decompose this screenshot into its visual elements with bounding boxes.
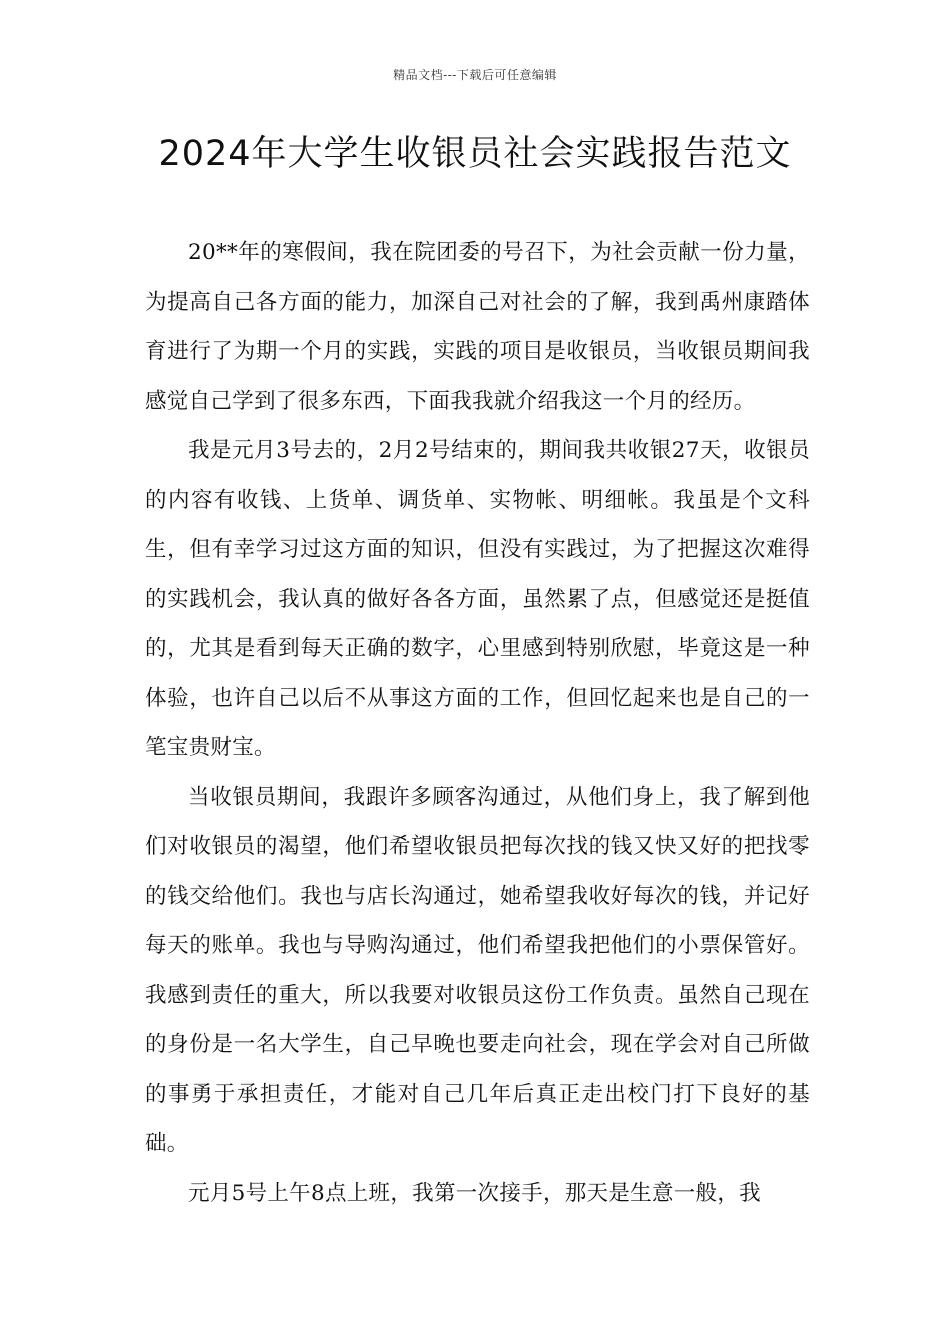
paragraph-2: 我是元月3号去的，2月2号结束的，期间我共收银27天，收银员的内容有收钱、上货单、调货单、实物帐、明细帐。我虽是个文科生，但有幸学习过这方面的知识，但没有实践过，为了把握这次难得的实践机会，我认真的做好各各方面，虽然累了点，但感觉还是挺值的，尤其是看到每天正确的数字，心里感到特别欣慰，毕竟这是一种体验，也许自己以后不从事这方面的工作，但回忆起来也是自己的一笔宝贵财宝。 bbox=[145, 438, 810, 760]
paragraph-4: 元月5号上午8点上班，我第一次接手，那天是生意一般，我 bbox=[188, 1180, 761, 1206]
paragraph-1: 20**年的寒假间，我在院团委的号召下，为社会贡献一份力量，为提高自己各方面的能力，加深自己对社会的了解，我到禹州康踏体育进行了为期一个月的实践，实践的项目是收银员，当收银员期间我感觉自己学到了很多东西，下面我我就介绍我这一个月的经历。 bbox=[145, 240, 810, 414]
document-title: 2024年大学生收银员社会实践报告范文 bbox=[158, 134, 792, 174]
header-note: 精品文档---下载后可任意编辑 bbox=[393, 68, 557, 82]
paragraph-3: 当收银员期间，我跟许多顾客沟通过，从他们身上，我了解到他们对收银员的渴望，他们希望收银员把每次找的钱又快又好的把找零的钱交给他们。我也与店长沟通过，她希望我收好每次的钱，并记好每天的账单。我也与导购沟通过，他们希望我把他们的小票保管好。我感到责任的重大，所以我要对收银员这份工作负责。虽然自己现在的身份是一名大学生，自己早晚也要走向社会，现在学会对自己所做的事勇于承担责任，才能对自己几年后真正走出校门打下良好的基础。 bbox=[145, 784, 810, 1156]
document-body bbox=[145, 228, 810, 1218]
